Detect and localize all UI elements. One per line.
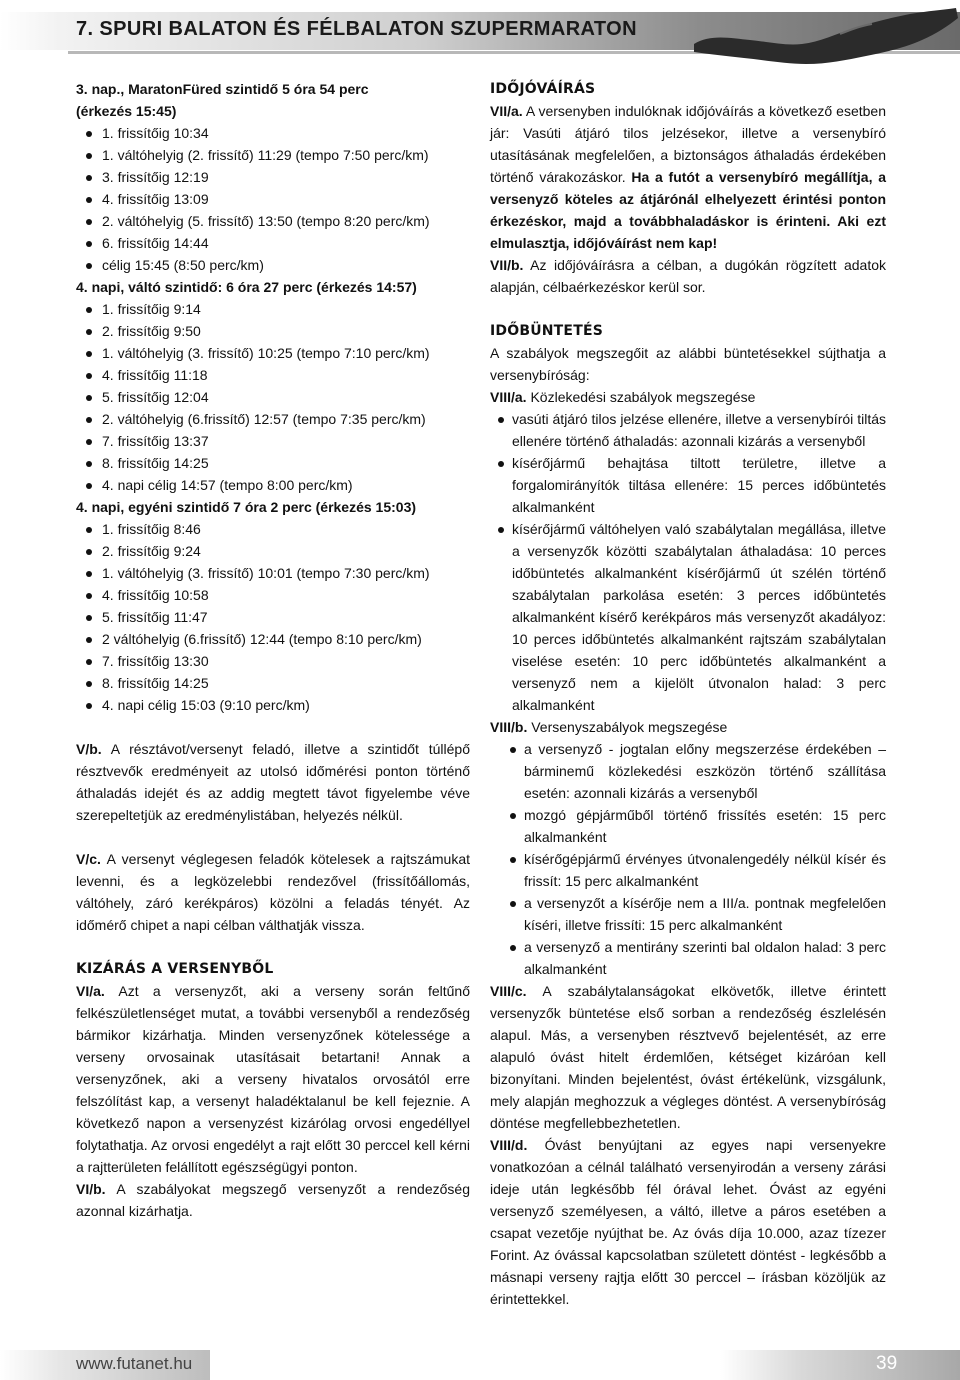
list-item: 1. frissítőig 10:34 [76, 122, 470, 144]
list-item: 6. frissítőig 14:44 [76, 232, 470, 254]
day4-relay-heading: 4. napi, váltó szintidő: 6 óra 27 perc (érkezés 14:57) [76, 279, 417, 295]
list-item: 3. frissítőig 12:19 [76, 166, 470, 188]
day4-solo-heading: 4. napi, egyéni szintidő 7 óra 2 perc (érkezés 15:03) [76, 499, 417, 515]
rule-vc: V/c. A versenyt véglegesen feladók kötelesek a rajtszámukat levenni, és a legközelebbi rendezővel (frissítőállomás, váltóhely, záró kerékpáros) közölni a feladás tényét. Az időmérő chipet a napi célban válthatják vissza. [76, 851, 470, 933]
list-item: 4. napi célig 14:57 (tempo 8:00 perc/km) [76, 474, 470, 496]
list-item: 8. frissítőig 14:25 [76, 672, 470, 694]
list-item: 1. váltóhelyig (3. frissítő) 10:25 (tempo 7:10 perc/km) [76, 342, 470, 364]
list-item: 1. frissítőig 9:14 [76, 298, 470, 320]
list-item: 4. napi célig 15:03 (9:10 perc/km) [76, 694, 470, 716]
day4-relay-schedule [76, 298, 470, 496]
page-footer [0, 1350, 960, 1380]
rule-viib: VII/b. Az időjóváírásra a célban, a dugókán rögzített adatok alapján, célbaérkezéskor kerül sor. [490, 257, 886, 295]
list-item: 1. váltóhelyig (2. frissítő) 11:29 (tempo 7:50 perc/km) [76, 144, 470, 166]
list-item: kísérőgépjármű érvényes útvonalengedély nélkül kísér és frissít: 15 perc alkalmanként [490, 848, 886, 892]
section-title-idojovairas: IDŐJÓVÁÍRÁS [490, 81, 596, 97]
rule-vb: V/b. A résztávot/versenyt feladó, illetve a szintidőt túllépő résztvevők eredményeit az utolsó időmérési ponton történő áthaladás idejét és az addig megtett távot figyelembe véve szerepeltetjük az eredménylistában, helyezés nélkül. [76, 741, 470, 823]
list-item: 8. frissítőig 14:25 [76, 452, 470, 474]
race-violations-list [490, 738, 886, 980]
list-item: kísérőjármű behajtása tiltott területre, illetve a forgalomirányítók tiltása ellenére: 15 perces időbüntetés alkalmanként [490, 452, 886, 518]
rule-viiic: VIII/c. A szabálytalanságokat elkövetők, illetve érintett versenyzők büntetése első sorban a rendezőség észlelésén alapul. Más, a versenyben résztvevő bejelentését, az erre alapuló óvást hitelt érdemlően, kétséget kizáróan kell bizonyítani. Minden bejelentést, óvást értékelünk, vizsgálunk, mely alapján meghozzuk a végleges döntést. A versenybíróság döntése megfellebbezhetetlen. [490, 983, 886, 1131]
day3-heading: 3. nap., MaratonFüred szintidő 5 óra 54 perc (érkezés 15:45) [76, 81, 369, 119]
footer-band-right [720, 1350, 960, 1380]
list-item: 4. frissítőig 13:09 [76, 188, 470, 210]
list-item: 2. frissítőig 9:50 [76, 320, 470, 342]
list-item: 7. frissítőig 13:30 [76, 650, 470, 672]
list-item: célig 15:45 (8:50 perc/km) [76, 254, 470, 276]
penalty-intro: A szabályok megszegőit az alábbi büntetésekkel sújthatja a versenybíróság: [490, 345, 886, 383]
list-item: 2. váltóhelyig (6.frissítő) 12:57 (tempo 7:35 perc/km) [76, 408, 470, 430]
page-title: 7. SPURI BALATON ÉS FÉLBALATON SZUPERMARATON [76, 18, 637, 40]
day3-schedule [76, 122, 470, 276]
rule-vib: VI/b. A szabályokat megszegő versenyzőt a rendezőség azonnal kizárhatja. [76, 1181, 470, 1219]
balaton-lake-icon [690, 4, 960, 70]
list-item: 1. frissítőig 8:46 [76, 518, 470, 540]
left-column [76, 78, 470, 1222]
list-item: 1. váltóhelyig (3. frissítő) 10:01 (tempo 7:30 perc/km) [76, 562, 470, 584]
day4-solo-schedule [76, 518, 470, 716]
section-title-idobuntetes: IDŐBÜNTETÉS [490, 323, 603, 339]
rule-viiid: VIII/d. Óvást benyújtani az egyes napi versenyekre vonatkozóan a célnál található versenyirodán a verseny zárási ideje után legkésőbb fél órával lehet. Óvást az egyéni versenyző személyesen, a váltó, illetve a páros esetében a csapat vezetője nyújthat be. Az óvás díja 10.000, azaz tízezer Forint. Az óvással kapcsolatban született döntést - legkésőbb a másnapi verseny rajtja előtt 30 perccel – írásban közöljük az érintettekkel. [490, 1137, 886, 1307]
list-item: 2. frissítőig 9:24 [76, 540, 470, 562]
page-header [0, 0, 960, 60]
list-item: 4. frissítőig 11:18 [76, 364, 470, 386]
traffic-violations-list [490, 408, 886, 716]
list-item: 4. frissítőig 10:58 [76, 584, 470, 606]
section-title-kizaras: KIZÁRÁS A VERSENYBŐL [76, 961, 274, 977]
list-item: 5. frissítőig 11:47 [76, 606, 470, 628]
list-item: mozgó gépjárműből történő frissítés esetén: 15 perc alkalmanként [490, 804, 886, 848]
list-item: vasúti átjáró tilos jelzése ellenére, illetve a versenybírói tiltás ellenére történő áthaladás: azonnali kizárás a versenyből [490, 408, 886, 452]
right-column [490, 78, 886, 1310]
list-item: 2 váltóhelyig (6.frissítő) 12:44 (tempo 8:10 perc/km) [76, 628, 470, 650]
rule-via: VI/a. Azt a versenyzőt, aki a verseny során feltűnő felkészületlenséget mutat, a további versenyből a rendezőség bármikor kizárhatja. Minden versenyzőnek kötelessége a verseny orvosainak utasításait betartani! Annak a versenyzőnek, aki a verseny hivatalos orvosától erre felszólítást kap, a versenyt haladéktalanul be kell fejeznie. A következő napon a versenyzést kizárólag orvosi engedéllyel folytathatja. Az orvosi engedélyt a rajt előtt 30 perccel kell kérni a rajtterületen felállított egészségügyi ponton. [76, 983, 470, 1175]
list-item: 7. frissítőig 13:37 [76, 430, 470, 452]
list-item: kísérőjármű váltóhelyen való szabálytalan megállása, illetve a versenyzők közötti szabálytalan áthaladása: 10 perces időbüntetés alkalmanként kísérőjármű út szélén történő szabálytalan parkolása esetén: 3 perces időbüntetés alkalmanként kísérő kerékpáros más versenyzőt akadályoz: 10 perces időbüntetés alkalmanként rajtszám szabálytalan viselése esetén: 10 perc időbüntetés alkalmanként a versenyző nem a kijelölt útvonalon halad: 3 perc alkalmanként [490, 518, 886, 716]
list-item: a versenyzőt a kísérője nem a III/a. pontnak megfelelően kíséri, illetve frissíti: 15 perc alkalmanként [490, 892, 886, 936]
list-item: 2. váltóhelyig (5. frissítő) 13:50 (tempo 8:20 perc/km) [76, 210, 470, 232]
footer-url: www.futanet.hu [76, 1354, 193, 1373]
rule-viia: VII/a. A versenyben indulóknak időjóváírás a következő esetben jár: Vasúti átjáró tilos jelzésekor, illetve a versenybíró utasításának megfelelően, a biztonságos áthaladás érdekében történő várakozáskor. Ha a futót a versenybíró megállítja, a versenyző köteles az átjárónál elhelyezett érintési ponton érkezéskor, majd a továbbhaladáskor is érinteni. Aki ezt elmulasztja, időjóváírást nem kap! [490, 103, 886, 251]
list-item: a versenyző - jogtalan előny megszerzése érdekében – bárminemű közlekedési eszközön történő szállítása esetén: azonnali kizárás a versenyből [490, 738, 886, 804]
list-item: a versenyző a mentirány szerinti bal oldalon halad: 3 perc alkalmanként [490, 936, 886, 980]
page-number: 39 [876, 1353, 898, 1374]
list-item: 5. frissítőig 12:04 [76, 386, 470, 408]
rule-viiia: VIII/a. Közlekedési szabályok megszegése [490, 389, 756, 405]
rule-viiib: VIII/b. Versenyszabályok megszegése [490, 719, 728, 735]
